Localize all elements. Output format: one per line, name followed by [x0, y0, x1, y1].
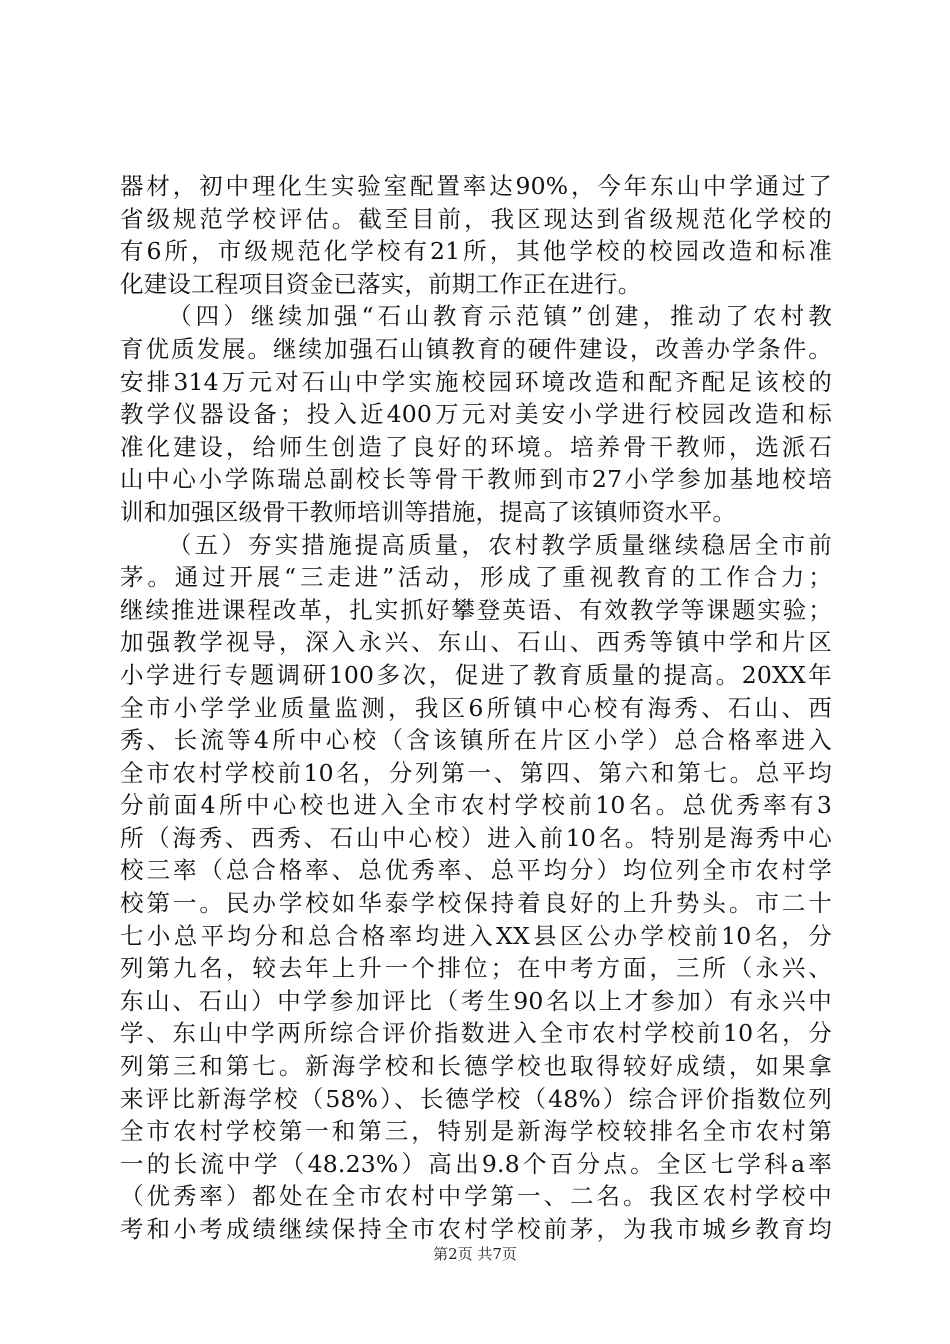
text-line: 东山、石山）中学参加评比（考生90名以上才参加）有永兴中	[120, 986, 832, 1015]
text-line: 一的长流中学（48.23%）高出9.8个百分点。全区七学科a率	[120, 1149, 832, 1178]
text-line: 全市农村学校前10名，分列第一、第四、第六和第七。总平均	[120, 758, 832, 787]
text-line: 山中心小学陈瑞总副校长等骨干教师到市27小学参加基地校培	[120, 465, 832, 494]
text-line: （优秀率）都处在全市农村中学第一、二名。我区农村学校中	[120, 1182, 832, 1211]
text-line: 校三率（总合格率、总优秀率、总平均分）均位列全市农村学	[120, 856, 832, 885]
text-line: 秀、长流等4所中心校（含该镇所在片区小学）总合格率进入	[120, 726, 832, 755]
text-line: 列第三和第七。新海学校和长德学校也取得较好成绩，如果拿	[120, 1052, 832, 1081]
text-line: 考和小考成绩继续保持全市农村学校前茅，为我市城乡教育均	[120, 1215, 832, 1243]
text-line: 加强教学视导，深入永兴、东山、石山、西秀等镇中学和片区	[120, 628, 832, 657]
text-line: 器材，初中理化生实验室配置率达90%，今年东山中学通过了	[120, 172, 832, 200]
text-line: 安排314万元对石山中学实施校园环境改造和配齐配足该校的	[120, 367, 832, 396]
text-line: 七小总平均分和总合格率均进入XX县区公办学校前10名，分	[120, 921, 832, 950]
page-number-footer: 第2页 共7页	[433, 1245, 517, 1263]
text-line: 继续推进课程改革，扎实抓好攀登英语、有效教学等课题实验；	[120, 595, 832, 624]
text-line: 全市农村学校第一和第三，特别是新海学校较排名全市农村第	[120, 1117, 832, 1146]
paragraph-start-line: （四）继续加强“石山教育示范镇”创建，推动了农村教	[168, 302, 832, 331]
text-line: 准化建设，给师生创造了良好的环境。培养骨干教师，选派石	[120, 432, 832, 461]
text-line: 所（海秀、西秀、石山中心校）进入前10名。特别是海秀中心	[120, 823, 832, 852]
text-line: 校第一。民办学校如华泰学校保持着良好的上升势头。市二十	[120, 889, 832, 918]
document-body	[120, 170, 832, 1246]
text-line: 列第九名，较去年上升一个排位；在中考方面，三所（永兴、	[120, 954, 832, 983]
text-line: 茅。通过开展“三走进”活动，形成了重视教育的工作合力；	[120, 563, 832, 592]
text-line: 分前面4所中心校也进入全市农村学校前10名。总优秀率有3	[120, 791, 832, 820]
text-line: 教学仪器设备；投入近400万元对美安小学进行校园改造和标	[120, 400, 832, 429]
text-line: 省级规范学校评估。截至目前，我区现达到省级规范化学校的	[120, 204, 832, 233]
text-line: 小学进行专题调研100多次，促进了教育质量的提高。20XX年	[120, 660, 832, 689]
text-line: 化建设工程项目资金已落实，前期工作正在进行。	[120, 269, 642, 298]
paragraph-start-line: （五）夯实措施提高质量，农村教学质量继续稳居全市前	[168, 530, 832, 559]
text-line: 学、东山中学两所综合评价指数进入全市农村学校前10名，分	[120, 1019, 832, 1048]
text-line: 训和加强区级骨干教师培训等措施，提高了该镇师资水平。	[120, 497, 737, 526]
text-line: 来评比新海学校（58%）、长德学校（48%）综合评价指数位列	[120, 1084, 832, 1113]
text-line: 有6所，市级规范化学校有21所，其他学校的校园改造和标准	[120, 237, 832, 266]
text-line: 全市小学学业质量监测，我区6所镇中心校有海秀、石山、西	[120, 693, 832, 722]
text-line: 育优质发展。继续加强石山镇教育的硬件建设，改善办学条件。	[120, 334, 832, 363]
